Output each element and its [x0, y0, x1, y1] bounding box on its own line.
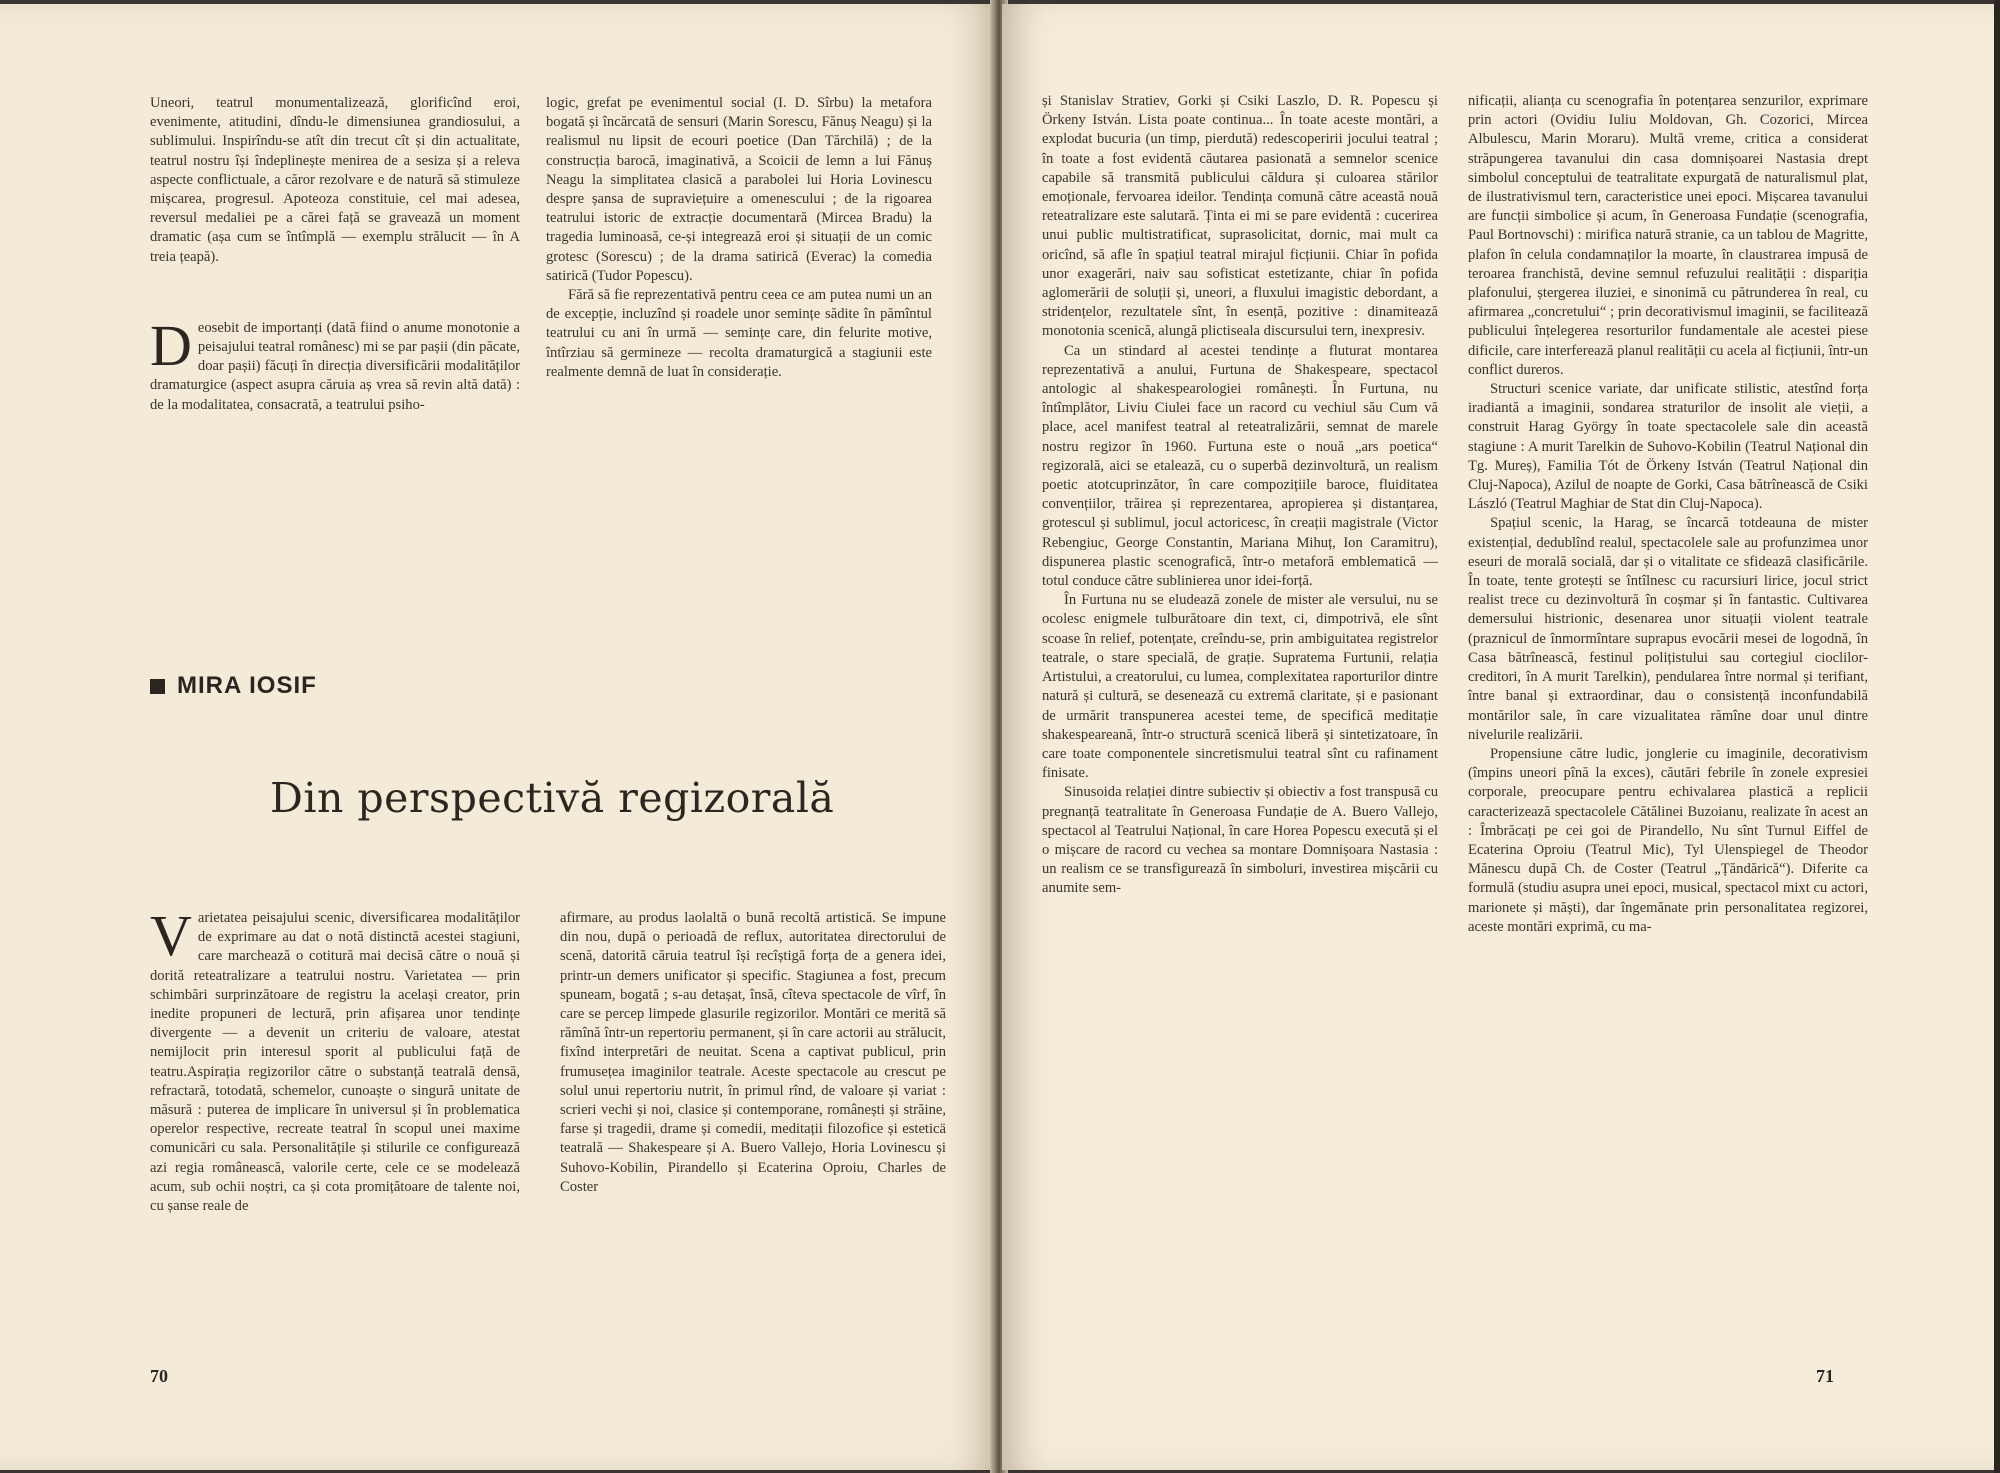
- author-name: [150, 672, 317, 700]
- left-bottom-col1: [150, 903, 520, 1216]
- paragraph-text: eosebit de importanți (dată fiind o anume monotonie a peisajului teatral românesc) mi se par pașii (din păcate, doar pașii) făcuți în direcția diversificării modalităților dramaturgice (aspect asupra căruia aș vrea să revin altă dată) : de la modalitatea, consacrată, a teatrului psiho-: [150, 319, 520, 413]
- paragraph: logic, grefat pe evenimentul social (I. D. Sîrbu) la metafora bogată și încărcată de sensuri (Marin Sorescu, Fănuș Neagu) și la realismul nu lipsit de ecouri poetice (Dan Tărchilă) ; de la construcția barocă, imaginativă, a Scoicii de lemn a lui Fănuș Neagu la simplitatea clasică a parabolei lui Horia Lovinescu despre șansa de supraviețuire a omenescului ; de la rigoarea teatrului istoric de extracție documentară (Mircea Bradu) la tragedia luminoasă, ce-și integrează eroi și situații de un comic grotesc (Sorescu) ; de la drama satirică (Everac) la comedia satirică (Tudor Popescu).: [546, 95, 932, 284]
- paragraph: Ca un stindard al acestei tendințe a fluturat montarea reprezentativă a anului, Furtuna de Shakespeare, spectacol antologic al shakespearologiei românești. În Furtuna, nu întîmplător, Liviu Ciulei face un racord cu vechiul său Cum vă place, acel manifest teatral al reteatralizării, semnat de marele nostru regizor în 1960. Furtuna este o nouă „ars poetica“ regizorală, aici se etalează, cu o superbă dezinvoltură, un realism poetic atotcuprinzător, în care compozițiile baroce, fluiditatea convențiilor, trăirea și reprezentarea, apropierea și distanțarea, grotescul și sublimul, jocul actoricesc, în creații magistrale (Victor Rebengiuc, George Constantin, Mariana Mihuț, Ion Caramitru), dispunerea plastic scenografică, într-o metaforă emblematică — totul conduce către sublinierea unor idei-forță.: [1042, 342, 1438, 590]
- paragraph: Structuri scenice variate, dar unificate stilistic, atestînd forța iradiantă a imaginii, sondarea straturilor de insolit ale vieții, a construit Harag György în toate spectacolele sale din această stagiune : A murit Tarelkin de Suhovo-Kobilin (Teatrul Național din Tg. Mureș), Familia Tót de Örkeny István (Teatrul Național din Cluj-Napoca), Azilul de noapte de Gorki, Casa bătrînească de Csiki László (Teatrul Maghiar de Stat din Cluj-Napoca).: [1468, 381, 1868, 513]
- paragraph: [150, 903, 520, 1216]
- paragraph: afirmare, au produs laolaltă o bună recoltă artistică. Se impune din nou, după o perioadă de reflux, autoritatea directorului de scenă, datorită căruia teatrul își recîștigă forța de a genera idei, printr-un demers unificator și specific. Stagiunea a fost, precum spuneam, bogată ; s-au detașat, însă, cîteva spectacole de vîrf, în care se percep limpede glasurile regizorilor. Montări ce merită să rămînă într-un repertoriu permanent, și în care actorii au strălucit, fixînd interpretări de neuitat. Scena a captivat publicul, prin frumusețea imaginilor teatrale. Aceste spectacole au crescut pe solul unui repertoriu nutrit, în primul rînd, de valoare și variat : scrieri vechi și noi, clasice și contemporane, românești și străine, farse și tragedii, drame și comedii, meditații filozofice și esteticä teatrală — Shakespeare și A. Buero Vallejo, Horia Lovinescu și Suhovo-Kobilin, Pirandello și Ecaterina Oproiu, Charles de Coster: [560, 910, 946, 1195]
- page-number: 71: [1816, 1366, 1834, 1386]
- paragraph: Propensiune către ludic, jonglerie cu imaginile, decorativism (împins uneori pînă la exces), căutări febrile în zonele expresiei corporale, preocupare pentru echivalarea plastică a replicii caracterizează spectacolele Cătălinei Buzoianu, realizate în acest an : Îmbrăcați pe cei goi de Pirandello, Nu sînt Turnul Eiffel de Ecaterina Oproiu (Teatrul Mic), Tyl Ulenspiegel de Theodor Mănescu după Ch. de Coster (Teatrul „Țăndărică“). Diferite ca formulă (studiu asupra unei epoci, musical, spectacol mixt cu actori, marionete și măști), dar îngemănate prin personalitatea regizorei, aceste montări exprimă, cu ma-: [1468, 745, 1868, 935]
- page-number: 70: [150, 1366, 168, 1386]
- paragraph: Fără să fie reprezentativă pentru ceea ce am putea numi un an de excepție, incluzînd și roadele unor semințe sădite în pămîntul teatrului cu ani în urmă — semințe care, din felurite motive, întîrziau să germineze — recolta dramaturgică a stagiunii este realmente demnă de luat în considerație.: [546, 287, 932, 380]
- left-page: [0, 4, 996, 1470]
- paragraph: Uneori, teatrul monumentalizează, glorificînd eroi, evenimente, atitudini, dîndu-le dimensiunea grandiosului, a sublimului. Inspirîndu-se atît din trecut cît și din actualitate, teatrul nostru își îndeplinește menirea de a sesiza și a releva aspecte conflictuale, a căror rezolvare e de natură să stimuleze mișcarea, progresul. Apoteoza constituie, cel mai adesea, reversul medaliei pe a cărei față se gravează un moment dramatic (așa cum se întîmplă — exemplu strălucit — în A treia țeapă).: [150, 95, 520, 265]
- square-bullet-icon: [150, 679, 165, 694]
- paragraph: [150, 312, 520, 415]
- book-edge: [1994, 0, 2000, 1473]
- left-top-col2: [546, 94, 932, 382]
- right-col1: [1042, 92, 1438, 899]
- paragraph-text: arietatea peisajului scenic, diversificarea modalităților de exprimare au dat o notă distinctă acestei stagiuni, care marchează o cotitură mai decisă către o nouă și dorită reteatralizare a teatrului nostru. Varietatea — prin schimbări surprinzătoare de registru la același creator, prin inedite propuneri de lectură, prin afișarea unor tendințe divergente — a devenit un criteriu de valoare, atestat nemijlocit prin interesul sporit al publicului față de teatru.Aspirația regizorilor către o substanță teatrală densă, refractară, totodată, schemelor, cunoaște o singură unitate de măsură : puterea de implicare în universul și în problematica operelor respective, recreate teatral în scopul unei maxime comunicări cu sala. Personalitățile și stilurile ce configurează azi regia românească, valorile certe, cele ce se modelează acum, sub ochii noștri, ca și cota promițătoare de talente noi, cu șanse reale de: [150, 910, 520, 1215]
- drop-cap: V: [150, 903, 192, 968]
- paragraph: nificații, alianța cu scenografia în potențarea senzurilor, exprimare prin actori (Ovidiu Iuliu Moldovan, Gh. Cozorici, Mircea Albulescu, Marin Moraru). Multă vreme, critica a considerat străpungerea tavanului din casa domnișoarei Nastasia drept simbolul conceptului de teatralitate expurgată de naturalismul plat, de ilustrativismul tern, caracteristice unei epoci. Mișcarea tavanului are funcții simbolice și acum, în Generoasa Fundație (scenografia, Paul Bortnovschi) : mirifica natură stranie, ca un tablou de Magritte, plafon în celula condamnaților la moarte, în claustrarea impusă de teroarea franchistă, devine semnul refuzului realității : dispariția plafonului, ștergerea iluziei, e sinonimă cu pătrunderea în real, cu afirmarea „concretului“ ; prin decorativismul imaginii, se facilitează publicului înțelegerea resorturilor fundamentale ale acestei piese dificile, care interferează planul realității cu acela al ficțiunii, într-un conflict dureros.: [1468, 93, 1868, 378]
- right-page: [1002, 4, 1994, 1470]
- left-bottom-col2: [560, 909, 946, 1197]
- paragraph: Spațiul scenic, la Harag, se încarcă totdeauna de mister existențial, dedublînd realul, spectacolele sale au profunzimea unor eseuri de morală socială, dar și o vitalitate ce sfidează clasificările. În toate, tente grotești se întîlnesc cu racursiuri lirice, jocul strict realist trece cu dezinvoltură în coșmar și în fantastic. Cultivarea demersului histrionic, desenarea unor situații violent teatrale (praznicul de înmormîntare suprapus evocării mesei de logodnă, în Casa bătrînească, festinul polițistului sau cortegiul cioclilor-creditori, în A murit Tarelkin), pendularea între normal și terifiant, între banal și extraordinar, dau o consistență inconfundabilă montărilor sale, în care vizualitatea rămîne doar unul dintre nivelurile realizării.: [1468, 515, 1868, 743]
- right-col2: [1468, 92, 1868, 937]
- paragraph: Sinusoida relației dintre subiectiv și obiectiv a fost transpusă cu pregnanță teatralitate în Generoasa Fundație de A. Buero Vallejo, spectacol al Teatrului Național, în care Horea Popescu execută și el o mișcare de racord cu vechea sa montare Domnișoara Nastasia : un realism ce se transfigurează în simboluri, investirea mișcării cu anumite sem-: [1042, 784, 1438, 897]
- paragraph: În Furtuna nu se eludează zonele de mister ale versului, nu se ocolesc enigmele tulburătoare din text, ci, dimpotrivă, ele sînt scoase în relief, potențate, creîndu-se, prin ambiguitatea registrelor teatrale, o stare specială, de grație. Supratema Furtunii, relația Artistului, a creatorului, cu lumea, complexitatea raporturilor dintre natură și cultură, se desenează cu extremă claritate, și e pasionant de urmărit transpunerea acestei teme, de specifică meditație shakespeareană, într-o structură scenică liberă și sintetizatoare, în care toate componentele sincretismului teatral sînt cu rafinament finisate.: [1042, 592, 1438, 782]
- article-title: Din perspectivă regizorală: [270, 774, 835, 822]
- left-top-col1: [150, 94, 520, 415]
- paragraph: și Stanislav Stratiev, Gorki și Csiki Laszlo, D. R. Popescu și Örkeny István. Lista poate continua... În toate aceste montări, a explodat bucuria (un timp, pierdută) redescoperirii jocului teatral ; în toate a fost evidentă căutarea pasionată a semnelor scenice capabile să transmită publicului căldura și culoarea stărilor emoționale, fervoarea ideilor. Tendința comună către această nouă reteatralizare este salutară. Ținta ei mi se pare evidentă : cucerirea unui public multistratificat, suprasolicitat, dornic, mai mult ca oricînd, să afle în spațiul teatral mirajul ficțiunii. Chiar în pofida unor exagerări, naiv sau sofisticat estetizante, chiar în pofida aglomerării de soluții și, uneori, a fluxului imagistic debordant, a stridențelor, rezultatele sînt, în esență, pozitive : dinamitează monotonia scenică, alungă plictiseala discursului tern, inexpresiv.: [1042, 93, 1438, 340]
- author-text: MIRA IOSIF: [177, 672, 317, 699]
- drop-cap: D: [150, 312, 192, 378]
